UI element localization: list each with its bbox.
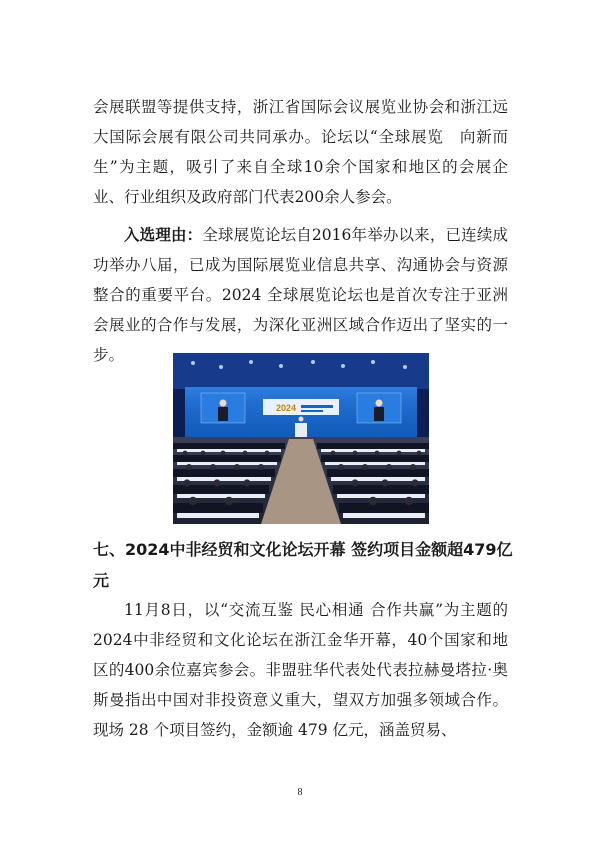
paragraph-selection-reason [93, 220, 508, 370]
paragraph-intro: 会展联盟等提供支持，浙江省国际会议展览业协会和浙江远大国际会展有限公司共同承办。论坛以“全球展览 向新而生”为主题，吸引了来自全球10余个国家和地区的会展企业、行业组织及政府部门代表200余人参会。 [93, 98, 508, 206]
conference-photo [173, 353, 429, 524]
reason-text: 全球展览论坛自2016年举办以来，已连续成功举办八届，已成为国际展览业信息共享、沟通协会与资源整合的重要平台。2024 全球展览论坛也是首次专注于亚洲会展业的合作与发展，为深化亚洲区域合作迈出了坚实的一步。 [93, 226, 508, 364]
page-number: 8 [297, 787, 303, 798]
reason-label: 入选理由： [124, 226, 203, 244]
screen-banner-year: 2024 [276, 403, 297, 413]
paragraph-china-africa-forum: 11月8日，以“交流互鉴 民心相通 合作共赢”为主题的2024中非经贸和文化论坛在浙江金华开幕，40个国家和地区的400余位嘉宾参会。非盟驻华代表处代表拉赫曼塔拉·奥斯曼指出中国对非投资意义重大，望双方加强多领域合作。现场 28 个项目签约，金额逾 479 亿元，涵盖贸易、 [93, 601, 508, 739]
section-heading: 七、2024中非经贸和文化论坛开幕 签约项目金额超479亿元 [93, 540, 513, 590]
